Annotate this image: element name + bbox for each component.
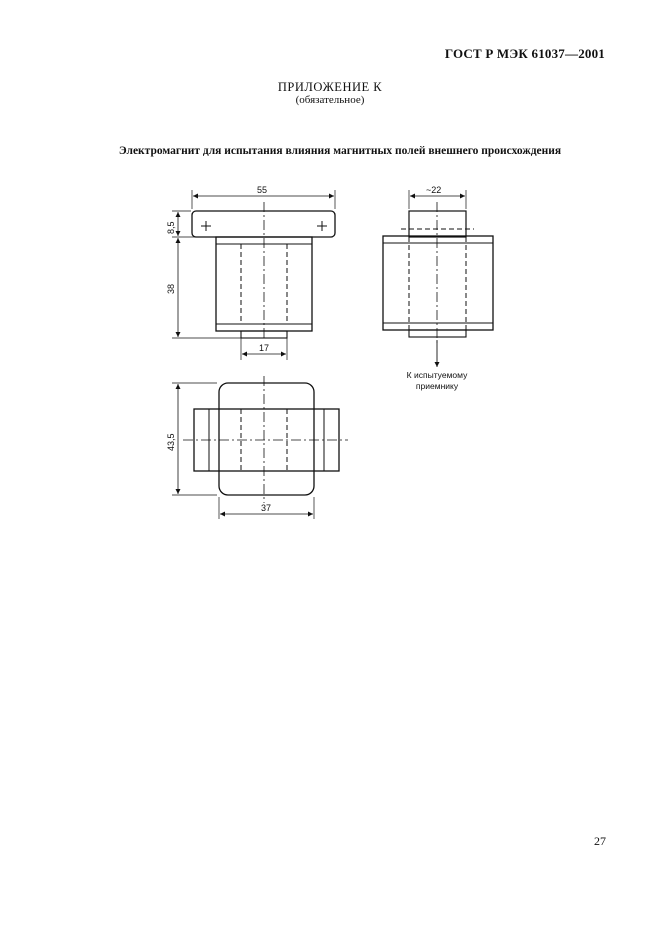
front-view — [166, 185, 335, 360]
page-number: 27 — [594, 834, 606, 848]
front-top-plate — [192, 211, 335, 237]
plan-outer-plate — [219, 383, 314, 495]
dim-55-label: 55 — [257, 185, 268, 195]
direction-note-line2: приемнику — [415, 381, 459, 391]
side-core-bottom — [409, 330, 466, 337]
dim-37-label: 37 — [261, 503, 272, 513]
dim-22-label: ~22 — [426, 185, 442, 195]
annex-title: ПРИЛОЖЕНИЕ К — [277, 80, 383, 94]
figure-caption: Электромагнит для испытания влияния магнитных полей внешнего происхождения — [118, 145, 562, 157]
plan-view — [166, 376, 348, 519]
side-view — [383, 185, 493, 391]
dim-38-label: 38 — [166, 283, 176, 294]
standard-code: ГОСТ Р МЭК 61037—2001 — [444, 46, 605, 61]
side-coil-body — [383, 236, 493, 330]
direction-note-line1: К испытуемому — [406, 370, 468, 380]
annex-status: (обязательное) — [295, 94, 365, 106]
dim-17-label: 17 — [259, 343, 270, 353]
dim-43-5-label: 43,5 — [166, 433, 176, 451]
dim-8-5-label: 8,5 — [166, 221, 176, 234]
side-core-top — [409, 211, 466, 237]
